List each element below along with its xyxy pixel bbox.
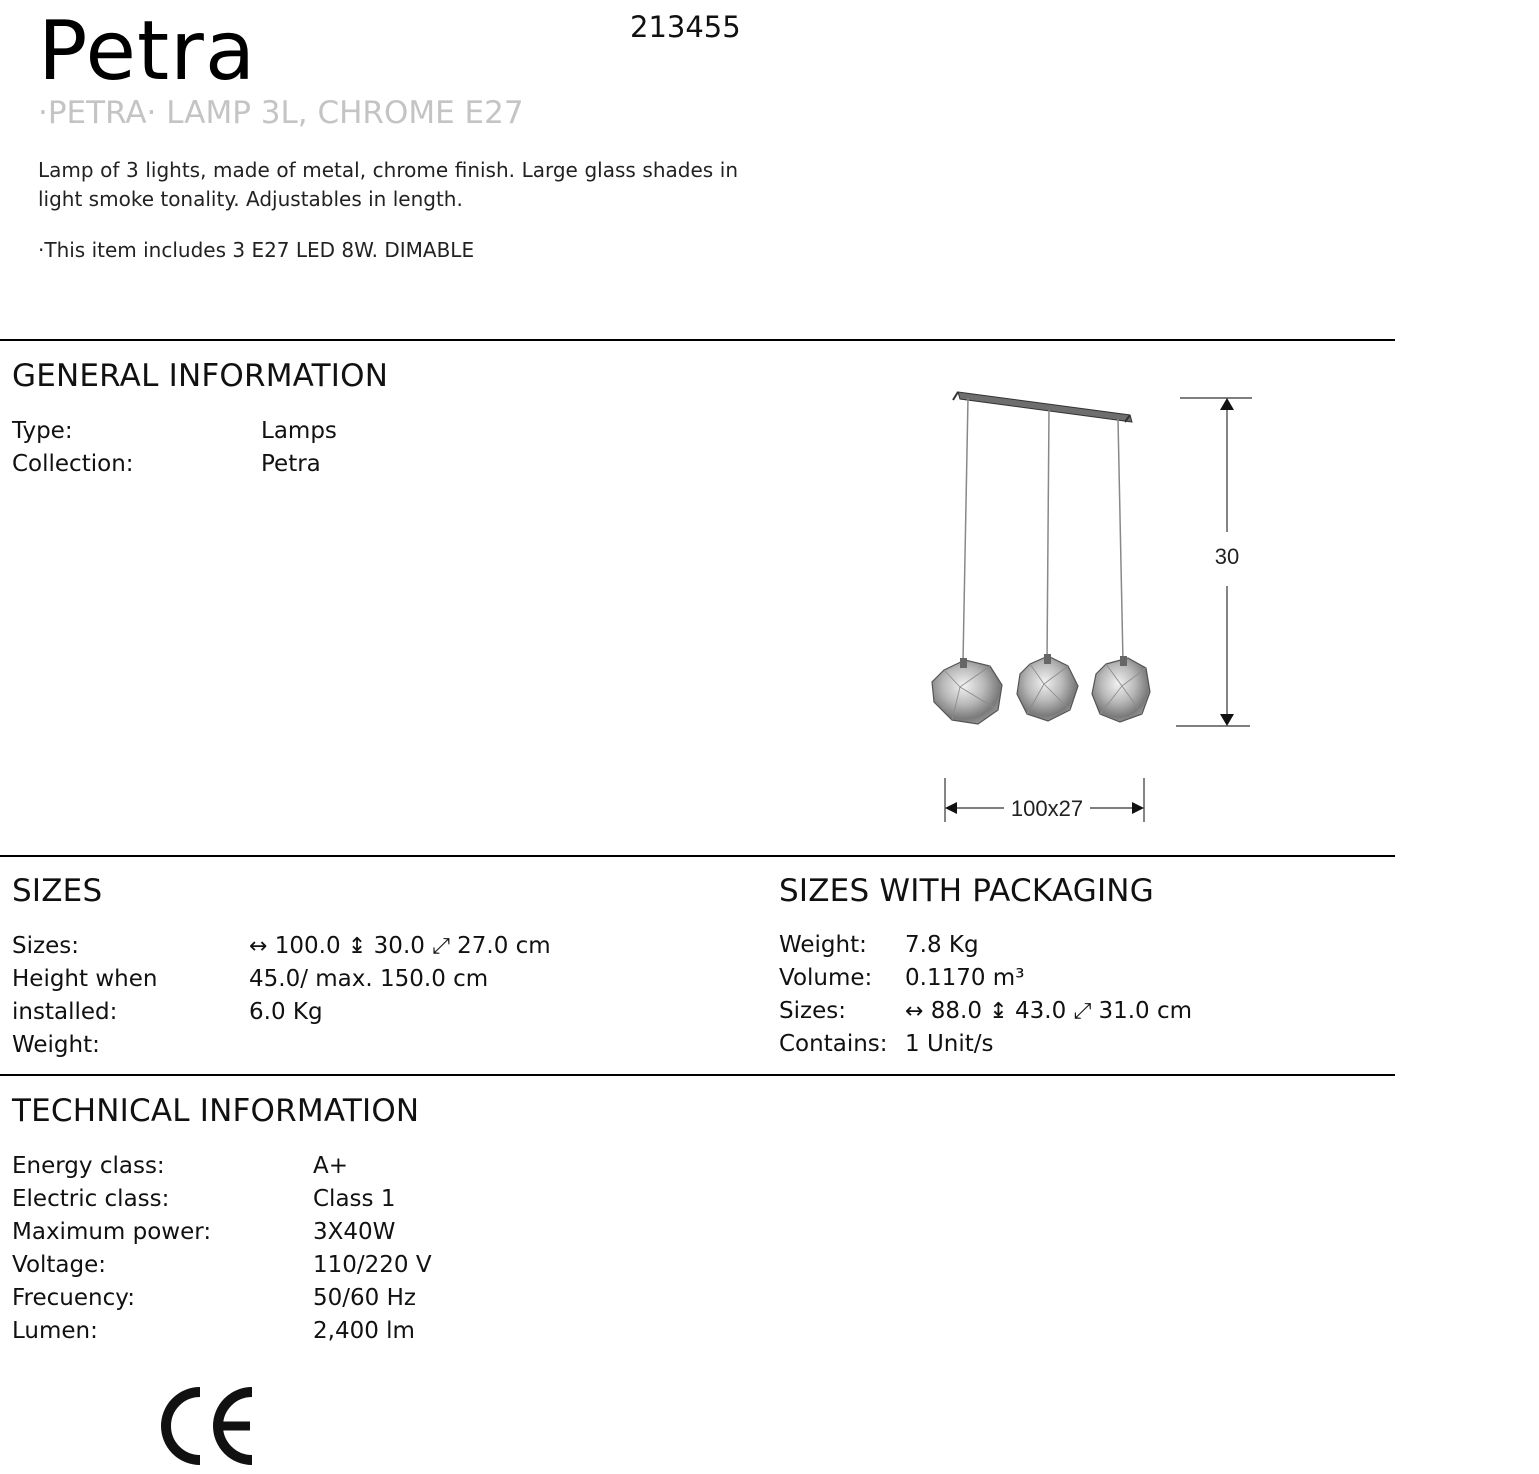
- sizes-heading: SIZES: [12, 873, 103, 909]
- sizes-value-height: 45.0/ max. 150.0 cm: [249, 966, 489, 992]
- size-depth: 27.0 cm: [457, 933, 551, 959]
- section-divider: [0, 339, 1395, 341]
- product-title: Petra: [38, 4, 257, 99]
- pack-depth: 31.0 cm: [1098, 998, 1193, 1024]
- general-value: Petra: [261, 451, 321, 477]
- tech-value: 2,400 lm: [313, 1318, 415, 1344]
- general-row-type: [12, 415, 612, 448]
- tech-label: Energy class:: [12, 1153, 165, 1179]
- packaging-value-weight: 7.8 Kg: [905, 932, 979, 958]
- section-divider: [0, 855, 1395, 857]
- packaging-heading: SIZES WITH PACKAGING: [779, 873, 1154, 909]
- tech-row-lumen: [12, 1315, 612, 1348]
- tech-label: Electric class:: [12, 1186, 170, 1212]
- general-info-heading: GENERAL INFORMATION: [12, 358, 389, 394]
- width-label: 100x27: [1010, 796, 1084, 821]
- height-arrow-icon: ↨: [347, 934, 367, 959]
- tech-label: Maximum power:: [12, 1219, 212, 1245]
- sizes-value-weight: 6.0 Kg: [249, 999, 323, 1025]
- packaging-value-contains: 1 Unit/s: [905, 1031, 994, 1057]
- height-label: 30: [1214, 544, 1240, 569]
- packaging-label-sizes: Sizes:: [779, 998, 846, 1024]
- section-divider: [0, 1074, 1395, 1076]
- tech-row-max-power: [12, 1216, 612, 1249]
- product-code: 213455: [630, 10, 741, 44]
- tech-row-energy-class: [12, 1150, 612, 1183]
- sizes-label-height-2: installed:: [12, 999, 118, 1025]
- sizes-value-dimensions: [249, 930, 551, 963]
- general-value: Lamps: [261, 418, 337, 444]
- tech-value: 3X40W: [313, 1219, 396, 1245]
- packaging-label-contains: Contains:: [779, 1031, 888, 1057]
- pack-width: 88.0: [930, 998, 982, 1024]
- packaging-label-volume: Volume:: [779, 965, 873, 991]
- sizes-label-weight: Weight:: [12, 1032, 100, 1058]
- technical-heading: TECHNICAL INFORMATION: [12, 1093, 420, 1129]
- tech-label: Voltage:: [12, 1252, 107, 1278]
- product-description: Lamp of 3 lights, made of metal, chrome finish. Large glass shades in light smoke tonality. Adjustables in length.: [38, 158, 738, 211]
- product-dimension-diagram: [920, 382, 1260, 832]
- cable-left: [963, 398, 968, 662]
- glass-shade-left: [932, 658, 1002, 724]
- size-height: 30.0: [373, 933, 425, 959]
- tech-label: Lumen:: [12, 1318, 98, 1344]
- tech-value: Class 1: [313, 1186, 396, 1212]
- ce-mark-icon: [160, 1384, 260, 1468]
- tech-row-frequency: [12, 1282, 612, 1315]
- glass-shade-middle: [1017, 654, 1078, 721]
- tech-value: 110/220 V: [313, 1252, 432, 1278]
- depth-arrow-icon: ⤢: [1073, 999, 1092, 1024]
- product-subtitle: ·PETRA· LAMP 3L, CHROME E27: [38, 95, 524, 131]
- tech-label: Frecuency:: [12, 1285, 135, 1311]
- packaging-label-weight: Weight:: [779, 932, 867, 958]
- sizes-label-sizes: Sizes:: [12, 933, 79, 959]
- width-arrow-icon: ↔: [905, 999, 924, 1024]
- packaging-value-volume: 0.1170 m³: [905, 965, 1025, 991]
- general-row-collection: [12, 448, 612, 481]
- ceiling-bar: [953, 392, 1132, 422]
- cable-right: [1118, 419, 1123, 662]
- width-arrow-icon: ↔: [249, 934, 268, 959]
- packaging-value-sizes: [905, 995, 1192, 1028]
- tech-value: 50/60 Hz: [313, 1285, 416, 1311]
- height-arrow-icon: ↨: [989, 999, 1008, 1024]
- pack-height: 43.0: [1015, 998, 1067, 1024]
- tech-row-electric-class: [12, 1183, 612, 1216]
- tech-value: A+: [313, 1153, 349, 1179]
- tech-row-voltage: [12, 1249, 612, 1282]
- general-label: Collection:: [12, 451, 134, 477]
- glass-shade-right: [1092, 656, 1150, 722]
- sizes-label-height-1: Height when: [12, 966, 158, 992]
- cable-middle: [1047, 410, 1049, 662]
- depth-arrow-icon: ⤢: [432, 934, 450, 959]
- size-width: 100.0: [274, 933, 341, 959]
- general-label: Type:: [12, 418, 73, 444]
- product-note: ·This item includes 3 E27 LED 8W. DIMABLE: [38, 238, 475, 262]
